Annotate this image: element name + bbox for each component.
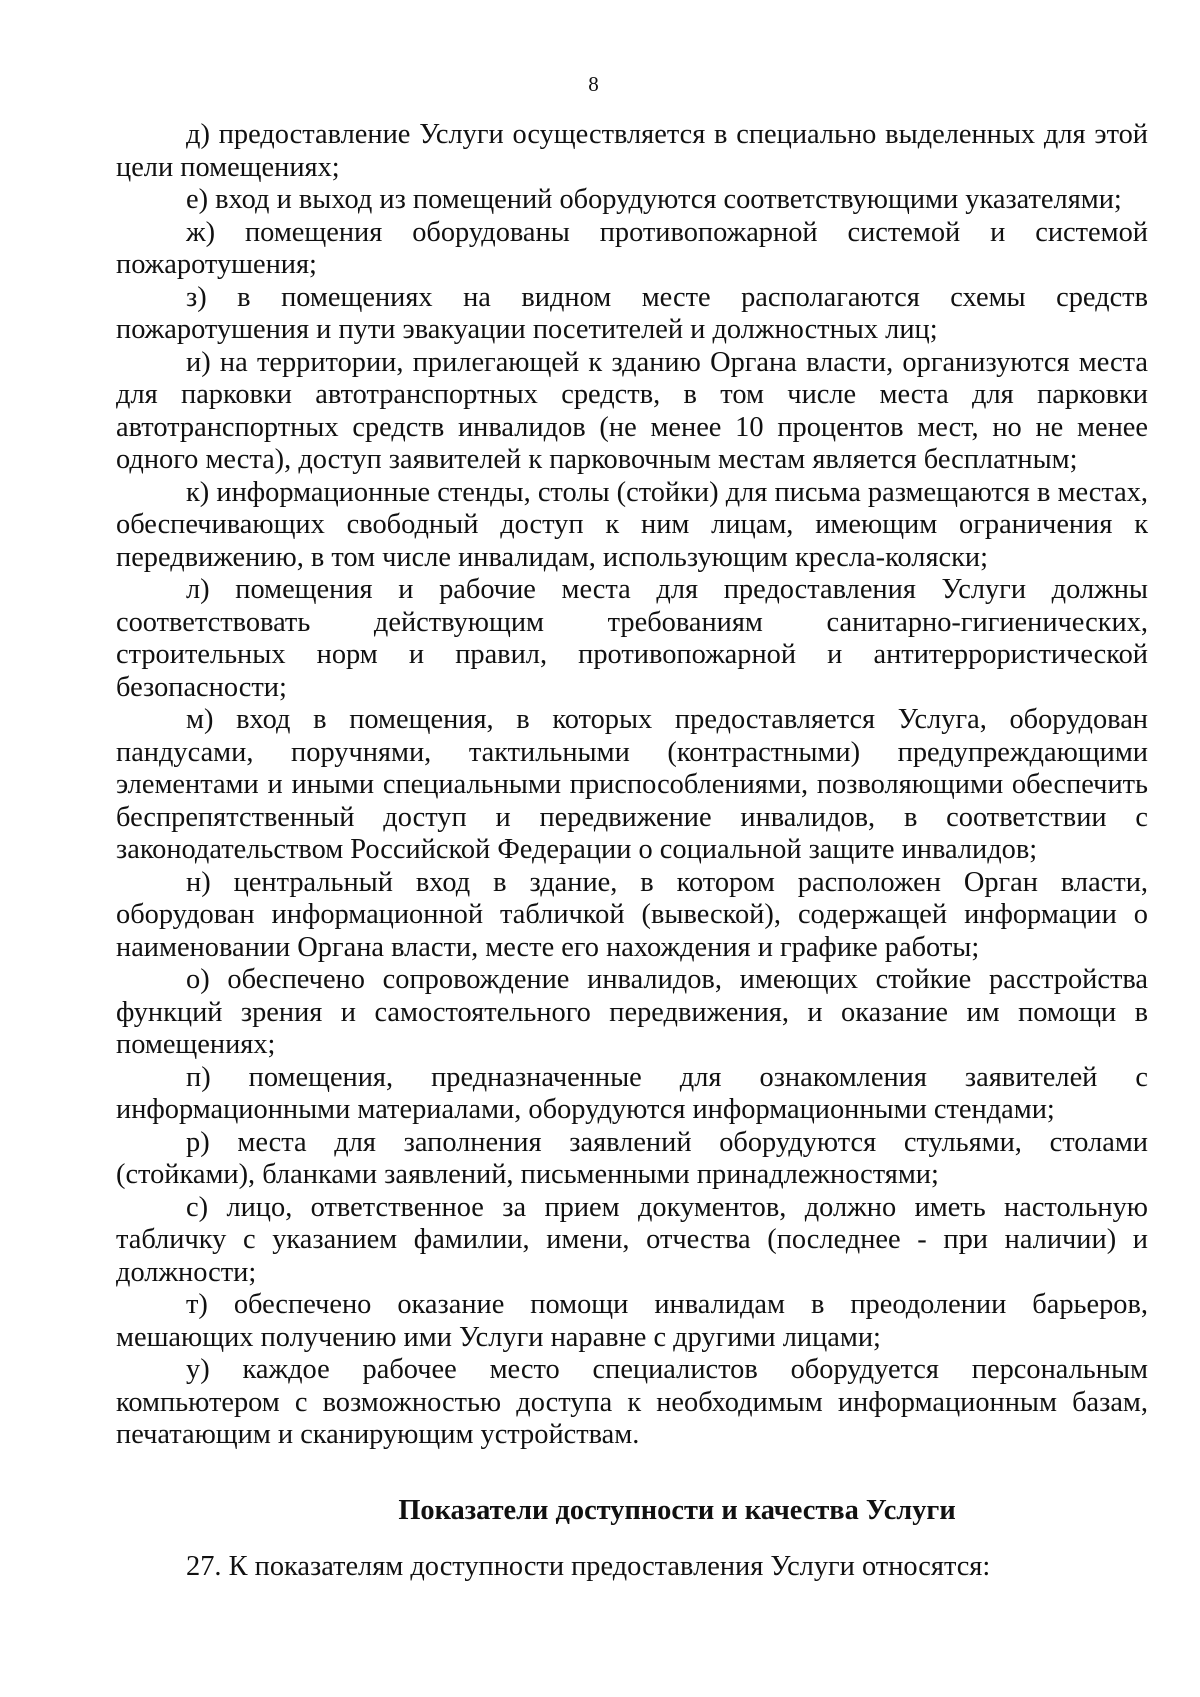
paragraph-u: у) каждое рабочее место специалистов оборудуется персональным компьютером с возможностью доступа к необходимым информационным базам, печатающим и сканирующим устройствам.: [116, 1354, 1148, 1450]
paragraph-k: к) информационные стенды, столы (стойки) для письма размещаются в местах, обеспечивающих свободный доступ к ним лицам, имеющим ограничения к передвижению, в том числе инвалидам, использующим кресла-коляски;: [116, 476, 1148, 573]
paragraph-r: р) места для заполнения заявлений оборудуются стульями, столами (стойками), бланками заявлений, письменными принадлежностями;: [116, 1126, 1148, 1190]
paragraph-t: т) обеспечено оказание помощи инвалидам в преодолении барьеров, мешающих получению ими Услуги наравне с другими лицами;: [116, 1289, 1148, 1353]
paragraph-e: е) вход и выход из помещений оборудуются соответствующими указателями;: [186, 184, 1122, 215]
document-body: [116, 119, 1148, 1584]
paragraph-o: о) обеспечено сопровождение инвалидов, имеющих стойкие расстройства функций зрения и самостоятельного передвижения, и оказание им помощи в помещениях;: [116, 964, 1148, 1060]
paragraph-z: з) в помещениях на видном месте располагаются схемы средств пожаротушения и пути эвакуации посетителей и должностных лиц;: [116, 281, 1148, 345]
section-heading: Показатели доступности и качества Услуги: [398, 1494, 956, 1526]
paragraph-i: и) на территории, прилегающей к зданию Органа власти, организуются места для парковки автотранспортных средств, в том числе места для парковки автотранспортных средств инвалидов (не менее 10 процентов мест, но не менее одного места), доступ заявителей к парковочным местам является бесплатным;: [116, 346, 1148, 475]
paragraph-27: 27. К показателям доступности предоставления Услуги относятся:: [186, 1551, 991, 1582]
paragraph-m: м) вход в помещения, в которых предоставляется Услуга, оборудован пандусами, поручнями, тактильными (контрастными) предупреждающими элементами и иными специальными приспособлениями, позволяющими обеспечить беспрепятственный доступ и передвижение инвалидов, в соответствии с законодательством Российской Федерации о социальной защите инвалидов;: [116, 704, 1148, 865]
document-page: [116, 0, 1148, 1697]
paragraph-p: п) помещения, предназначенные для ознакомления заявителей с информационными материалами, оборудуются информационными стендами;: [116, 1061, 1148, 1125]
paragraph-zh: ж) помещения оборудованы противопожарной системой и системой пожаротушения;: [116, 216, 1148, 280]
paragraph-l: л) помещения и рабочие места для предоставления Услуги должны соответствовать действующим требованиям санитарно-гигиенических, строительных норм и правил, противопожарной и антитеррористической безопасности;: [116, 574, 1148, 703]
paragraph-s: с) лицо, ответственное за прием документов, должно иметь настольную табличку с указанием фамилии, имени, отчества (последнее - при наличии) и должности;: [116, 1191, 1148, 1288]
page-number: 8: [588, 72, 599, 96]
paragraph-n: н) центральный вход в здание, в котором расположен Орган власти, оборудован информационной табличкой (вывеской), содержащей информации о наименовании Органа власти, месте его нахождения и графике работы;: [116, 866, 1148, 963]
paragraph-d: д) предоставление Услуги осуществляется в специально выделенных для этой цели помещениях;: [116, 119, 1148, 183]
